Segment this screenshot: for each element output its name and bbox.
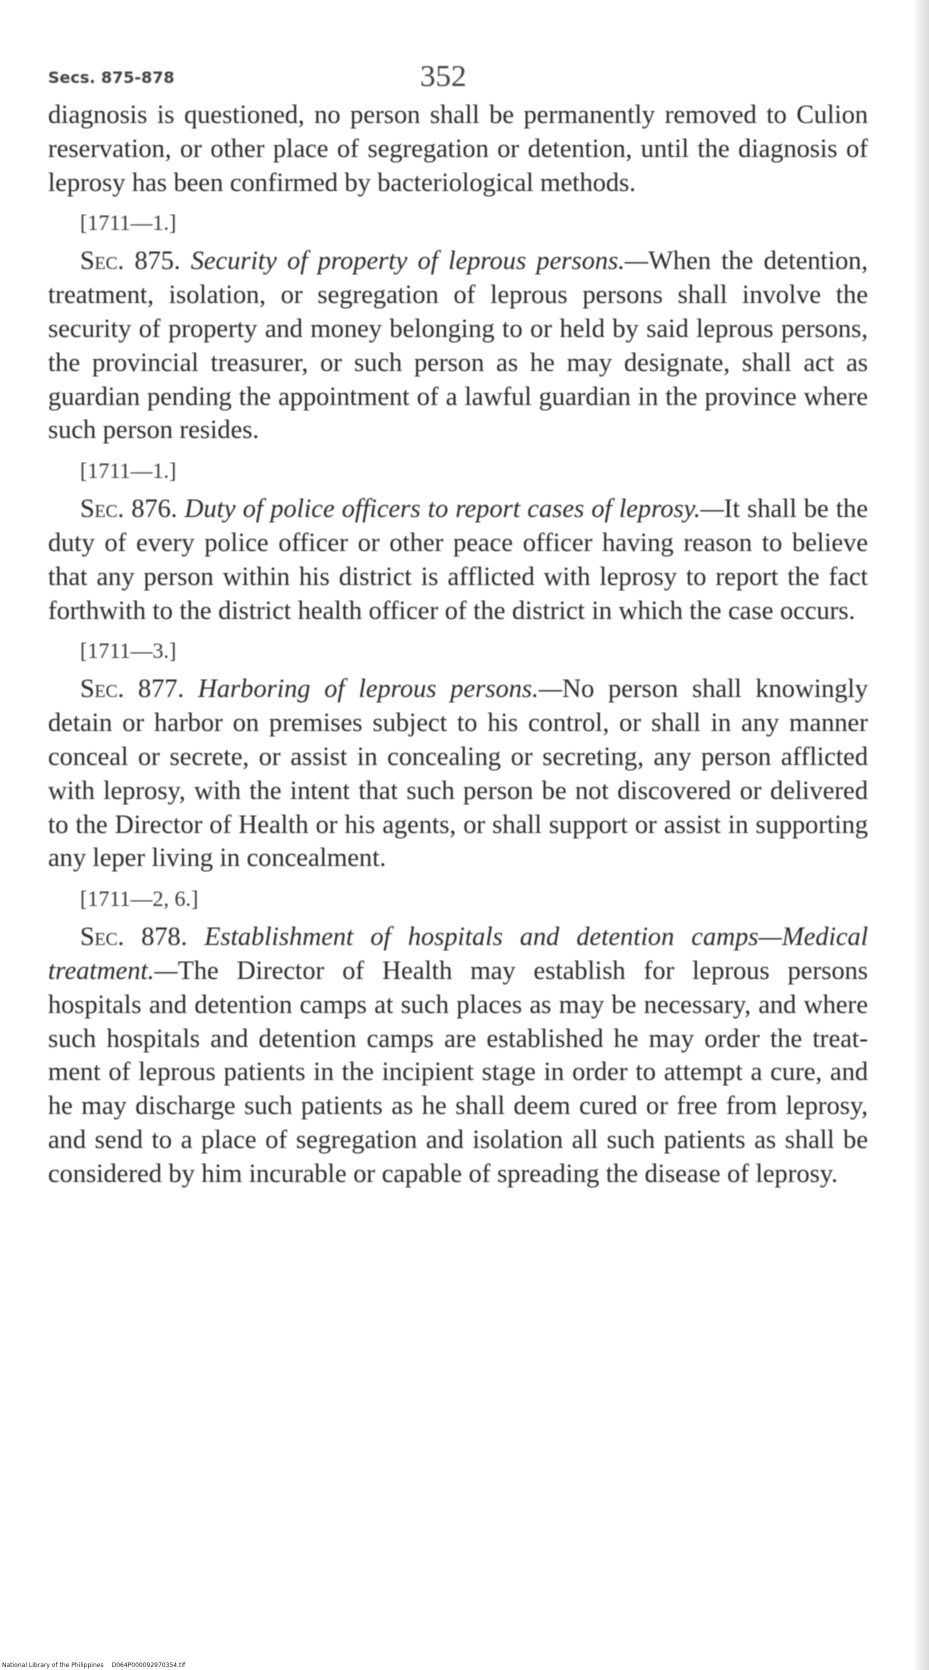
- section-label: Sec.: [80, 494, 125, 524]
- section-title: Duty of police officers to report cases of leprosy.—: [184, 494, 724, 524]
- section-label: Sec.: [80, 922, 125, 952]
- scan-edge-shadow: [915, 0, 929, 1670]
- section-title: Security of property of leprous persons.—: [190, 246, 649, 276]
- section-number: 875.: [134, 246, 181, 276]
- section-876: [48, 456, 868, 627]
- section-title: Establishment of hospitals and detention camps—Medical treatment.—: [48, 922, 869, 985]
- section-body: The Director of Health may establish for leprous persons hospitals and detention camps at such places as may be necessary, and where such hospitals and detention camps are established he may order the treatment of leprous patients in the incipient stage in order to attempt a cure, and he may discharge such patients as he shall deem cured or free from leprosy, and send to a place of segregation and isolation all such patients as shall be considered by him incurable or capable of spreading the disease of leprosy.: [48, 955, 868, 1188]
- section-label: Sec.: [80, 246, 125, 276]
- section-paragraph: [48, 920, 868, 1190]
- intro-paragraph: diagnosis is questioned, no person shall be permanently removed to Culion reservation, or other place of segregation or detention, until the diagnosis of leprosy has been confirmed by bacteriological methods.: [48, 100, 868, 197]
- section-label: Sec.: [80, 674, 125, 704]
- page-header: [48, 58, 868, 98]
- section-reference: [1711—1.]: [80, 210, 177, 236]
- section-reference: [1711—2, 6.]: [80, 886, 199, 912]
- section-body: When the detention, treatment, isolation, or segregation of leprous persons shall involve the security of property and money belonging to or held by said leprous persons, the provincial treasurer, or such person as he may designate, shall act as guardian pending the appointment of a lawful guardian in the province where such person resides.: [48, 246, 869, 445]
- section-body: No person shall knowingly detain or harbor on premises subject to his control, or shall in any manner conceal or secrete, or assist in concealing or secreting, any person afflicted with leprosy, with the intent that such person be not discovered or delivered to the Director of Health or his agents, or shall support or assist in supporting any leper living in concealment.: [48, 674, 869, 873]
- page-number: 352: [420, 58, 467, 93]
- section-reference: [1711—1.]: [80, 458, 177, 484]
- section-reference: [1711—3.]: [80, 638, 177, 664]
- section-paragraph: [48, 672, 868, 875]
- section-number: 877.: [138, 674, 185, 704]
- section-number: 876.: [131, 494, 178, 524]
- section-875: [48, 208, 868, 447]
- section-paragraph: [48, 492, 868, 627]
- section-878: [48, 884, 868, 1190]
- section-title: Harboring of leprous persons.—: [197, 674, 563, 704]
- section-body: It shall be the duty of every police officer or other peace officer having reason to believe that any person within his district is afflicted with leprosy to report the fact forthwith to the district health officer of the district in which the case occurs.: [48, 494, 868, 625]
- section-number: 878.: [141, 922, 188, 952]
- library-credit: National Library of the Philippines: [2, 1662, 104, 1669]
- section-range: Secs. 875-878: [48, 68, 175, 87]
- scan-footer: [2, 1662, 185, 1669]
- section-paragraph: [48, 244, 868, 447]
- document-page: [48, 58, 868, 1191]
- scan-file-code: D064P000092970354.tif: [111, 1662, 186, 1669]
- section-877: [48, 636, 868, 875]
